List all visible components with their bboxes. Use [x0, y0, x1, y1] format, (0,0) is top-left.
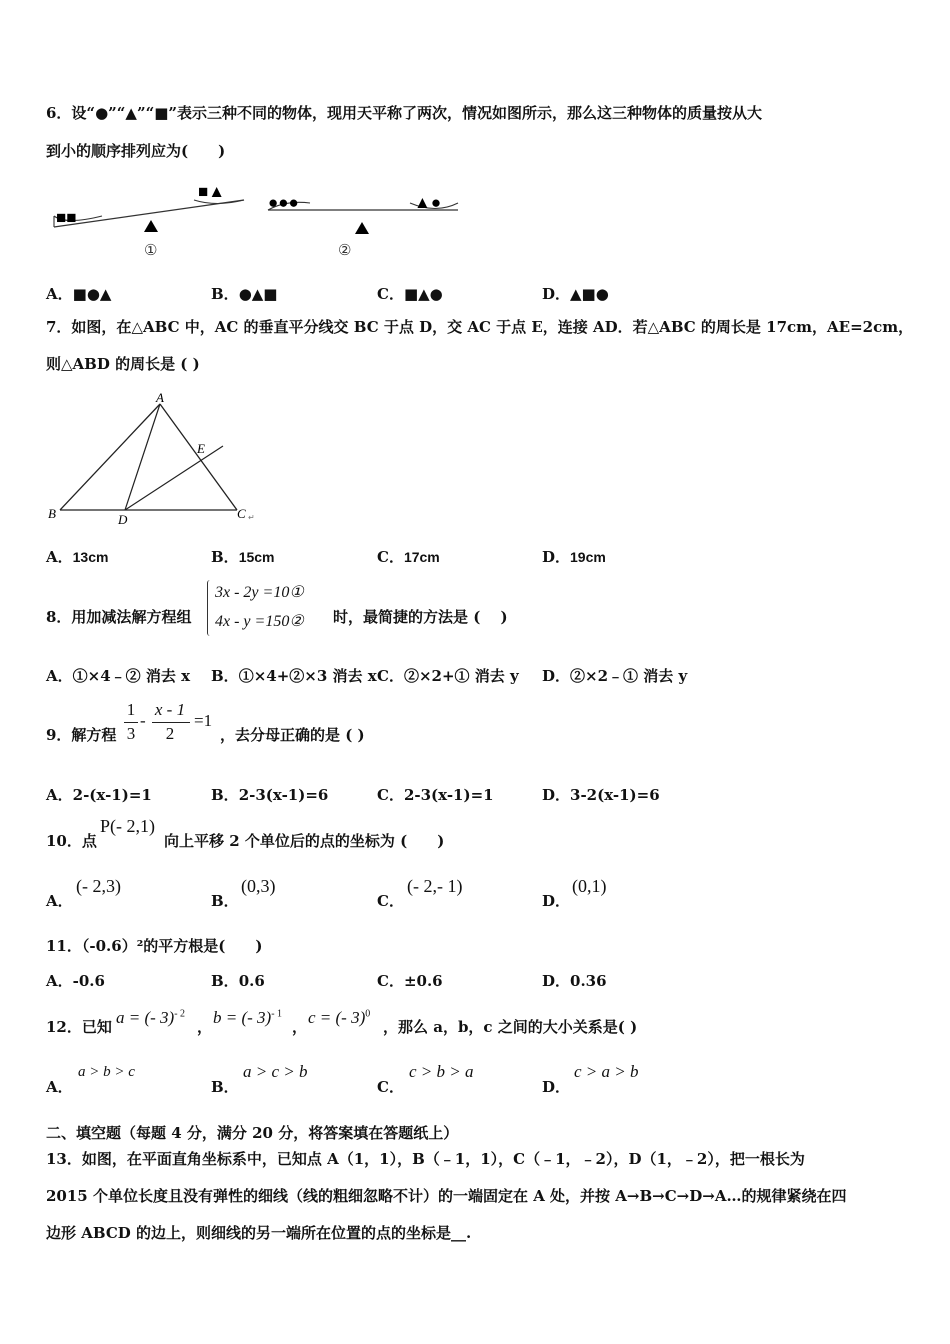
q12-option-a-value: a > b > c — [78, 1064, 135, 1080]
q10-option-c-value: (- 2,- 1) — [407, 876, 463, 896]
q7-option-d: D．19cm — [542, 548, 606, 566]
q7-triangle-figure — [40, 390, 270, 530]
q9-suffix: ，去分母正确的是 ( ) — [220, 726, 365, 744]
q9-fraction-1-bar — [124, 722, 138, 723]
q10-option-d-label: D． — [542, 892, 571, 910]
q12-option-c-value: c > b > a — [409, 1062, 474, 1081]
q9-fraction-2-denominator: 2 — [165, 724, 175, 743]
q6-line2: 到小的顺序排列应为( ) — [46, 142, 226, 160]
q9-minus: - — [140, 711, 146, 730]
q9-option-b: B．2-3(x-1)=6 — [211, 786, 329, 804]
q9-prefix: 9．解方程 — [46, 726, 117, 744]
q7-option-a: A．13cm — [46, 548, 109, 566]
q12-option-b-label: B． — [211, 1078, 239, 1096]
vertex-c-label: C — [237, 506, 246, 521]
q7-line2: 则△ABD 的周长是 ( ) — [46, 355, 200, 373]
q6-option-b: B．●▲■ — [211, 285, 278, 303]
vertex-b-label: B — [48, 506, 56, 521]
vertex-a-label: A — [156, 390, 164, 405]
q12-c-expression: c = (- 3)$^0$ — [308, 1008, 371, 1027]
q11-option-b: B．0.6 — [211, 972, 265, 990]
q8-option-b: B．①×4+②×3 消去 x — [211, 667, 377, 685]
q13-line3: 边形 ABCD 的边上，则细线的另一端所在位置的点的坐标是__. — [46, 1224, 472, 1242]
q7-line1: 7．如图，在△ABC 中，AC 的垂直平分线交 BC 于点 D，交 AC 于点 E，连接 AD．若△ABC 的周长是 17cm，AE=2cm， — [46, 318, 914, 336]
balance-2-label: ② — [338, 243, 352, 259]
q13-line2: 2015 个单位长度且没有弹性的细线（线的粗细忽略不计）的一端固定在 A 处，并按 A→B→C→D→A…的规律紧绕在四 — [46, 1187, 847, 1205]
q11-option-c: C．±0.6 — [377, 972, 443, 990]
q11-option-d: D．0.36 — [542, 972, 607, 990]
q12-option-c-label: C． — [377, 1078, 404, 1096]
q8-option-a: A．①×4﹣② 消去 x — [46, 667, 191, 685]
q12-b-expression: b = (- 3)$^{- 1}$ — [213, 1008, 283, 1027]
balance-2 — [268, 193, 458, 259]
q9-rhs: =1 — [194, 711, 213, 730]
q8-equation-2: 4x - y =150② — [215, 613, 304, 630]
q11-option-a: A．-0.6 — [46, 972, 105, 990]
q9-option-a: A．2-(x-1)=1 — [46, 786, 152, 804]
q10-prefix: 10．点 — [46, 832, 97, 850]
point-e-label: E — [197, 441, 205, 456]
q10-option-d-value: (0,1) — [572, 876, 607, 896]
q9-option-c: C．2-3(x-1)=1 — [377, 786, 494, 804]
q10-point: P(- 2,1) — [100, 816, 155, 836]
section-2-heading: 二、填空题（每题 4 分，满分 20 分，将答案填在答题纸上） — [46, 1124, 459, 1142]
q10-option-a-value: (- 2,3) — [76, 876, 121, 896]
q8-option-d: D．②×2﹣① 消去 y — [542, 667, 688, 685]
q10-option-b-value: (0,3) — [241, 876, 276, 896]
q8-equation-1: 3x - 2y =10① — [215, 584, 304, 601]
q9-fraction-1-numerator: 1 — [126, 700, 136, 719]
q12-option-d-value: c > a > b — [574, 1062, 639, 1081]
return-mark: ↵ — [248, 513, 255, 522]
balance-1 — [54, 182, 244, 259]
q13-line1: 13．如图，在平面直角坐标系中，已知点 A（1，1），B（﹣1，1），C（﹣1，﹣2），D（1，﹣2），把一根长为 — [46, 1150, 805, 1168]
q10-option-b-label: B． — [211, 892, 239, 910]
q10-suffix: 向上平移 2 个单位后的点的坐标为 ( ) — [164, 832, 445, 850]
q11-text: 11．（-0.6）²的平方根是( ) — [46, 937, 263, 955]
q9-option-d: D．3-2(x-1)=6 — [542, 786, 660, 804]
q8-suffix: 时，最简捷的方法是 ( ) — [333, 608, 508, 626]
q6-line1: 6．设“●”“▲”“■”表示三种不同的物体，现用天平称了两次，情况如图所示，那么这三种物体的质量按从大 — [46, 104, 763, 122]
q12-option-b-value: a > c > b — [243, 1062, 308, 1081]
q12-suffix: ，那么 a，b，c 之间的大小关系是( ) — [383, 1018, 638, 1036]
q6-option-a: A．■●▲ — [46, 285, 112, 303]
q12-a-expression: a = (- 3)$^{- 2}$ — [116, 1008, 186, 1027]
q8-prefix: 8．用加减法解方程组 — [46, 608, 192, 626]
q7-option-c: C．17cm — [377, 548, 440, 566]
q6-option-d: D．▲■● — [542, 285, 609, 303]
q12-option-d-label: D． — [542, 1078, 571, 1096]
q9-fraction-1-denominator: 3 — [126, 724, 136, 743]
q9-fraction-2-bar — [152, 722, 190, 723]
balance-2-right-weights: ▲● — [414, 193, 442, 212]
q8-option-c: C．②×2+① 消去 y — [377, 667, 519, 685]
q8-system-brace — [207, 580, 210, 636]
point-d-label: D — [118, 512, 128, 527]
q12-sep-1: ， — [197, 1018, 213, 1036]
q10-option-a-label: A． — [46, 892, 73, 910]
balance-1-left-weights: ■■ — [56, 208, 77, 227]
q7-option-b: B．15cm — [211, 548, 275, 566]
q12-option-a-label: A． — [46, 1078, 73, 1096]
q12-prefix: 12．已知 — [46, 1018, 112, 1036]
q12-sep-2: ， — [292, 1018, 308, 1036]
q6-balance-figure — [46, 178, 476, 262]
q6-option-c: C．■▲● — [377, 285, 443, 303]
balance-1-right-weights: ■▲ — [198, 182, 226, 201]
balance-1-label: ① — [144, 243, 158, 259]
q9-fraction-2-numerator: x - 1 — [154, 700, 186, 719]
q10-option-c-label: C． — [377, 892, 404, 910]
balance-2-left-weights: ●●● — [268, 193, 299, 212]
